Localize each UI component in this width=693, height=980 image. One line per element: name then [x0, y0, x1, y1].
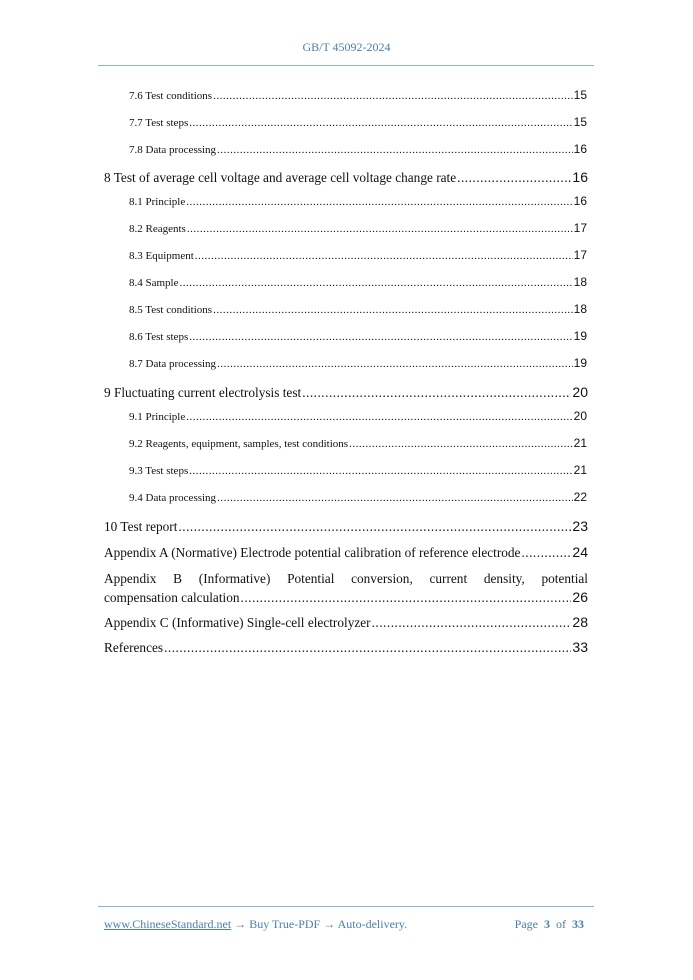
running-header: GB/T 45092-2024	[302, 40, 391, 54]
toc-entry-label: 8 Test of average cell voltage and average cell voltage change rate	[104, 170, 457, 185]
buy-link[interactable]: Buy True-PDF	[249, 917, 321, 931]
toc-entry-label: 8.2 Reagents	[129, 223, 186, 235]
toc-entry-page: 16	[573, 194, 587, 208]
total-pages: 33	[572, 917, 584, 931]
toc-entry-page: 21	[573, 463, 587, 477]
toc-entry-label: Appendix C (Informative) Single-cell electrolyzer	[104, 615, 371, 630]
toc-entry-page: 19	[573, 329, 587, 343]
toc-entry-label: 10 Test report	[104, 519, 178, 534]
toc-entry[interactable]	[104, 169, 588, 186]
toc-entry-label: 8.4 Sample	[129, 277, 179, 289]
toc-entry[interactable]	[129, 463, 587, 477]
toc-entry[interactable]	[129, 409, 587, 423]
toc-entry[interactable]	[129, 248, 587, 262]
toc-entry-page: 18	[573, 275, 587, 289]
toc-entry[interactable]	[104, 384, 588, 401]
site-link[interactable]: www.ChineseStandard.net	[104, 917, 232, 931]
toc-entry[interactable]	[129, 356, 587, 370]
toc-entry-label: 9.2 Reagents, equipment, samples, test conditions	[129, 438, 349, 450]
toc-entry[interactable]	[104, 569, 588, 607]
toc-entry-label: 9.4 Data processing	[129, 492, 217, 504]
toc-entry[interactable]	[129, 302, 587, 316]
toc-entry-label: Appendix A (Normative) Electrode potential calibration of reference electrode	[104, 545, 521, 560]
toc-entry[interactable]	[129, 142, 587, 156]
toc-entry-page: 17	[573, 248, 587, 262]
toc-entry-label-line1: Appendix B (Informative) Potential conversion, current density, potential	[104, 571, 588, 586]
toc-entry-label: 7.6 Test conditions	[129, 90, 213, 102]
toc-entry-page: 16	[573, 142, 587, 156]
toc-entry-page: 20	[572, 384, 588, 400]
toc-entry[interactable]	[129, 436, 587, 450]
toc-entry[interactable]	[129, 194, 587, 208]
toc-entry-page: 26	[572, 589, 588, 605]
toc-entry[interactable]	[129, 329, 587, 343]
toc-entry[interactable]	[129, 490, 587, 504]
toc-entry-page: 19	[573, 356, 587, 370]
toc-entry-label-line2: compensation calculation ..... 26	[104, 588, 588, 607]
page-number: Page 3 of 33	[514, 917, 584, 931]
toc-entry-page: 17	[573, 221, 587, 235]
toc-entry-page: 23	[572, 518, 588, 534]
toc-entry[interactable]	[129, 221, 587, 235]
toc-entry-page: 21	[573, 436, 587, 450]
toc-entry[interactable]	[129, 115, 587, 129]
toc-entry-page: 33	[572, 639, 588, 655]
toc-entry-label: 8.7 Data processing	[129, 358, 217, 370]
toc-entry-label: 9 Fluctuating current electrolysis test	[104, 385, 302, 400]
toc-entry-label: 9.3 Test steps	[129, 465, 189, 477]
toc-entry-label: 7.7 Test steps	[129, 117, 189, 129]
toc-entry-page: 15	[573, 115, 587, 129]
current-page: 3	[544, 917, 550, 931]
toc-entry-label: 8.3 Equipment	[129, 250, 194, 262]
toc-entry-label: 7.8 Data processing	[129, 144, 217, 156]
footer-rule	[98, 906, 594, 907]
toc-entry-label: 8.5 Test conditions	[129, 304, 213, 316]
footer	[104, 917, 584, 932]
toc-entry-label: 9.1 Principle	[129, 411, 186, 423]
toc-entry-page: 24	[572, 544, 588, 560]
toc-entry[interactable]	[104, 544, 588, 561]
delivery-text: Auto-delivery.	[337, 917, 408, 931]
header-rule	[98, 65, 594, 66]
arrow-right-icon: →	[234, 917, 247, 931]
toc-entry[interactable]	[104, 518, 588, 535]
arrow-right-icon: →	[323, 917, 336, 931]
toc-entry-page: 22	[573, 490, 587, 504]
toc-entry[interactable]	[129, 88, 587, 102]
toc-entry-page: 16	[572, 169, 588, 185]
toc-entry-label: 8.6 Test steps	[129, 331, 189, 343]
toc-entry-page: 20	[573, 409, 587, 423]
toc-entry[interactable]	[104, 614, 588, 631]
footer-promo	[104, 917, 407, 932]
toc-entry-page: 18	[573, 302, 587, 316]
toc-entry[interactable]	[129, 275, 587, 289]
toc-entry-page: 15	[573, 88, 587, 102]
toc-entry-page: 28	[572, 614, 588, 630]
toc-entry[interactable]	[104, 639, 588, 656]
toc-entry-label: References	[104, 640, 164, 655]
toc-entry-label: 8.1 Principle	[129, 196, 186, 208]
